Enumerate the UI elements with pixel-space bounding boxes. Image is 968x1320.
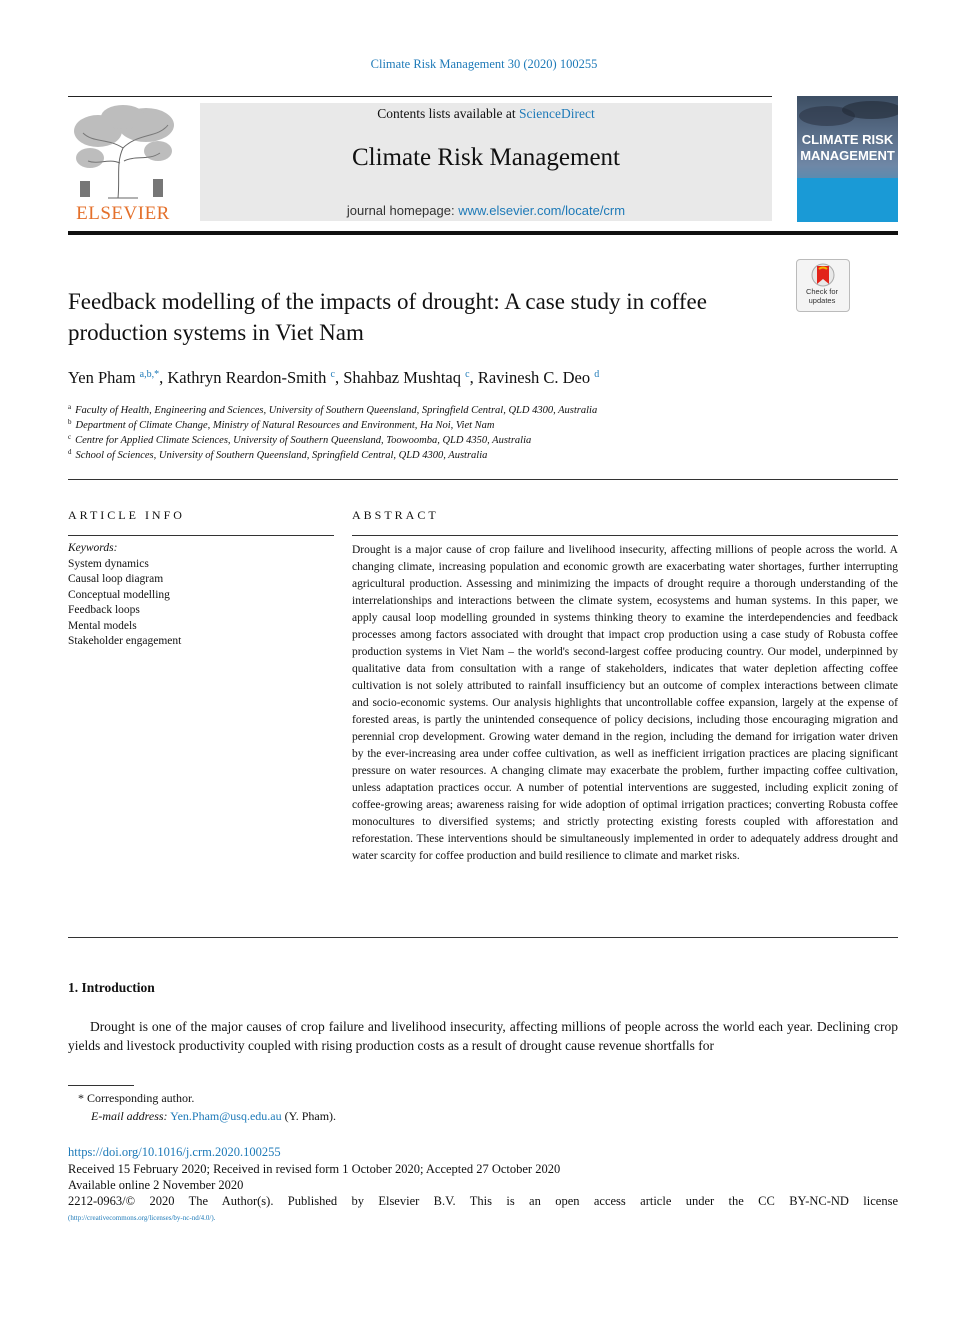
cover-title-line1: CLIMATE RISK [801,132,894,147]
author-name[interactable]: Kathryn Reardon-Smith [167,368,327,387]
affiliation: $^b$ Department of Climate Change, Ministry of Natural Resources and Environment, Ha Noi, Viet Nam [68,418,495,431]
keyword: Feedback loops [68,604,140,616]
check-for-updates-label: Check for updates [805,287,839,305]
author-affiliation-mark[interactable]: d [594,369,600,380]
available-online-date: Available online 2 November 2020 [68,1178,244,1192]
journal-cover-image [797,96,898,222]
email-label: E-mail address: [91,1109,168,1123]
author-affiliation-mark[interactable]: a,b,* [139,369,160,380]
introduction-paragraph: Drought is one of the major causes of crop failure and livelihood insecurity, affecting millions of people across the world each year. Declining crop yields and livestock productivity coupled with rising production costs as a result of drought cause revenue shortfalls for [68,1019,898,1053]
header-thick-rule [68,231,898,235]
author-list: Yen Pham $^{a,b,*}$, Kathryn Reardon-Smith $^c$, Shahbaz Mushtaq $^c$, Ravinesh C. Deo $^d$ [68,368,600,387]
email-link[interactable]: Yen.Pham@usq.edu.au [170,1109,282,1123]
affiliation: $^a$ Faculty of Health, Engineering and Sciences, University of Southern Queensland, Springfield Central, QLD 4300, Australia [68,403,598,416]
journal-citation[interactable]: Climate Risk Management 30 (2020) 100255 [370,57,598,71]
cover-title-line2: MANAGEMENT [800,148,895,163]
license-link[interactable]: (http://creativecommons.org/licenses/by-nc-nd/4.0/). [68,1214,216,1222]
keyword: Stakeholder engagement [68,635,182,647]
section-heading-introduction: 1. Introduction [68,980,155,995]
article-title: Feedback modelling of the impacts of drought: A case study in coffee production systems in Viet Nam [68,289,707,345]
journal-name: Climate Risk Management [351,144,620,171]
keyword: Causal loop diagram [68,573,164,585]
doi-link[interactable]: https://doi.org/10.1016/j.crm.2020.100255 [68,1145,281,1159]
contents-available-line [200,106,772,122]
email-note [91,1109,336,1124]
bookmark-ribbon-icon [797,260,849,290]
keywords-label: Keywords: [68,542,118,554]
license-statement: 2212-0963/© 2020 The Author(s). Published by Elsevier B.V. This is an open access article under the CC BY-NC-ND license [68,1194,898,1208]
divider [68,535,334,536]
homepage-prefix: journal homepage: [346,203,459,218]
affiliation: $^c$ Centre for Applied Climate Sciences, University of Southern Queensland, Toowoomba, QLD 4350, Australia [68,433,532,446]
author-name[interactable]: Shahbaz Mushtaq [343,368,461,387]
keyword: Conceptual modelling [68,588,170,601]
divider [68,479,898,480]
author-affiliation-mark[interactable]: c [465,369,470,380]
keyword: System dynamics [68,557,149,570]
contents-prefix: Contents lists available at [377,106,519,121]
footnote-rule [68,1085,134,1086]
author-name[interactable]: Ravinesh C. Deo [477,368,591,387]
article-info-heading: ARTICLE INFO [68,508,185,522]
author-affiliation-mark[interactable]: c [330,369,335,380]
corresponding-author-note: * Corresponding author. [78,1091,195,1105]
journal-homepage-line [200,203,772,218]
sciencedirect-link[interactable]: ScienceDirect [519,106,595,121]
header-top-rule [68,96,772,97]
email-suffix: (Y. Pham). [281,1109,337,1123]
divider [68,937,898,938]
homepage-link[interactable]: www.elsevier.com/locate/crm [458,203,626,218]
author-name[interactable]: Yen Pham [68,368,136,387]
divider [352,535,898,536]
elsevier-wordmark: ELSEVIER [76,203,170,224]
received-dates: Received 15 February 2020; Received in revised form 1 October 2020; Accepted 27 October 2020 [68,1162,561,1176]
keyword: Mental models [68,619,137,632]
keywords-block [68,541,181,650]
affiliation: $^d$ School of Sciences, University of Southern Queensland, Springfield Central, QLD 4300, Australia [68,448,488,461]
abstract-heading: ABSTRACT [352,508,439,522]
abstract-text: Drought is a major cause of crop failure and livelihood insecurity, affecting millions of people across the world. A changing climate, increasing population and economic growth are exacerbating water shortages, further interrupting agricultural production. Assessing and minimizing the impacts of drought require a thorough understanding of the interrelationships and interactions between the climate system, ecosystems and human systems. In this paper, we apply causal loop modelling grounded in systems thinking theory to examine the interdependencies and feedback processes among factors associated with drought that impact crop production using a case study of Robusta coffee production systems in Viet Nam – the world's second-largest coffee producing country. Our model, underpinned by qualitative data from consultation with a range of stakeholders, indicates that water depletion affecting coffee cultivation is not solely attributed to rainfall insufficiency but an outcome of complex interactions between climate and socio-economic systems. Our analysis highlights that uncontrollable coffee expansion, largely at the expense of forested areas, is partly the unintended consequence of policy decisions, including those encouraging migration and perennial crop development. Growing water demand in the region, including the demand for irrigation water driven by the ever-increasing area under coffee cultivation, as well as inefficient irrigation practices are placing significant pressure on water resources. A changing climate may exacerbate the problem, further impacting coffee cultivation, unless adaptation practices occur. A number of potential interventions are suggested, including explicit zoning of coffee-growing areas; awareness raising for wide adoption of optimal irrigation practices; converting Robusta coffee monocultures to diversified systems; and strictly protecting existing forests coupled with afforestation and reforestation. These interventions should be simultaneously implemented in order to adequately address drought and water scarcity for coffee production and build resilience to climate and market risks. [352,544,898,862]
